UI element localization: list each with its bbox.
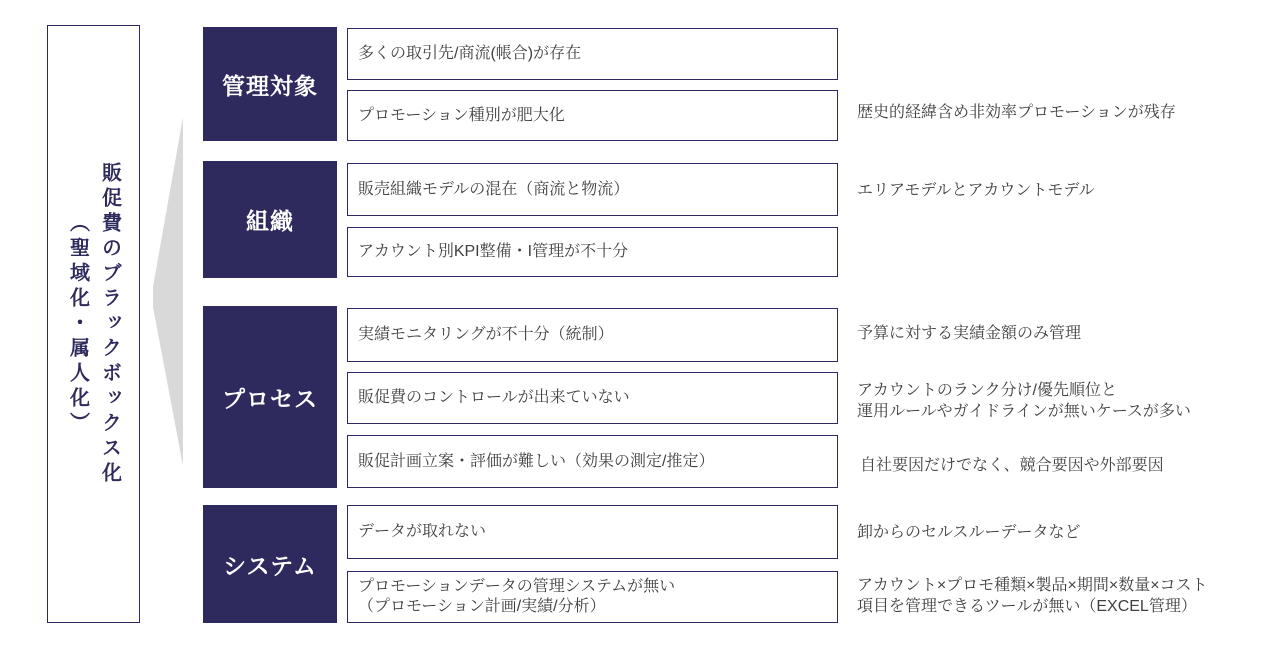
issue-box xyxy=(347,435,838,488)
category-label: 管理対象 xyxy=(222,72,318,99)
issue-text: アカウント別KPI整備・I管理が不十分 xyxy=(358,243,629,260)
category-box-system xyxy=(203,505,337,623)
category-label: システム xyxy=(223,552,317,579)
annotation-text: エリアモデルとアカウントモデル xyxy=(857,182,1095,199)
title-panel xyxy=(47,25,140,623)
issue-text: 販売組織モデルの混在（商流と物流） xyxy=(358,180,630,198)
vertical-title xyxy=(62,26,126,622)
issue-text: 販促計画立案・評価が難しい（効果の測定/推定） xyxy=(358,452,715,470)
issue-text: プロモーションデータの管理システムが無い xyxy=(358,578,676,595)
annotation-text: 歴史的経緯含め非効率プロモーションが残存 xyxy=(857,104,1176,121)
issue-box xyxy=(347,571,838,623)
annotation-note xyxy=(857,575,1277,617)
annotation-note xyxy=(857,522,1277,543)
category-label: プロセス xyxy=(222,385,318,412)
title-sub: （聖域化・属人化） xyxy=(66,211,89,437)
issue-text: （プロモーション計画/実績/分析） xyxy=(358,598,606,615)
issue-box xyxy=(347,372,838,424)
annotation-note xyxy=(857,380,1277,422)
issue-text: データが取れない xyxy=(358,523,487,540)
annotation-note xyxy=(857,180,1277,201)
issue-box xyxy=(347,163,838,216)
issue-text: 多くの取引先/商流(帳合)が存在 xyxy=(358,45,582,62)
title-main: 販促費のブラックボックス化 xyxy=(98,161,121,487)
issue-text: 販促費のコントロールが出来ていない xyxy=(358,389,630,406)
annotation-text: 運用ルールやガイドラインが無いケースが多い xyxy=(857,403,1191,420)
category-label: 組織 xyxy=(246,208,294,234)
annotation-text: アカウントのランク分け/優先順位と xyxy=(857,382,1117,399)
category-box-organization xyxy=(203,161,337,278)
annotation-text: 卸からのセルスルーデータなど xyxy=(857,524,1081,541)
annotation-note xyxy=(860,455,1280,476)
issue-box xyxy=(347,90,838,141)
issue-box xyxy=(347,505,838,559)
category-box-management-target xyxy=(203,27,337,141)
issue-text: 実績モニタリングが不十分（統制） xyxy=(358,326,614,343)
issue-text: プロモーション種別が肥大化 xyxy=(358,106,565,124)
annotation-text: 予算に対する実績金額のみ管理 xyxy=(857,325,1082,342)
annotation-text: アカウント×プロモ種類×製品×期間×数量×コスト xyxy=(857,577,1208,594)
issue-box xyxy=(347,28,838,80)
annotation-note xyxy=(857,102,1277,123)
issue-box xyxy=(347,308,838,362)
annotation-note xyxy=(857,323,1277,344)
category-box-process xyxy=(203,306,337,488)
annotation-text: 自社要因だけでなく、競合要因や外部要因 xyxy=(860,457,1164,474)
annotation-text: 項目を管理できるツールが無い（EXCEL管理） xyxy=(857,598,1197,615)
issue-box xyxy=(347,227,838,277)
left-chevron-arrow xyxy=(150,114,184,470)
arrow-shape xyxy=(153,117,183,466)
